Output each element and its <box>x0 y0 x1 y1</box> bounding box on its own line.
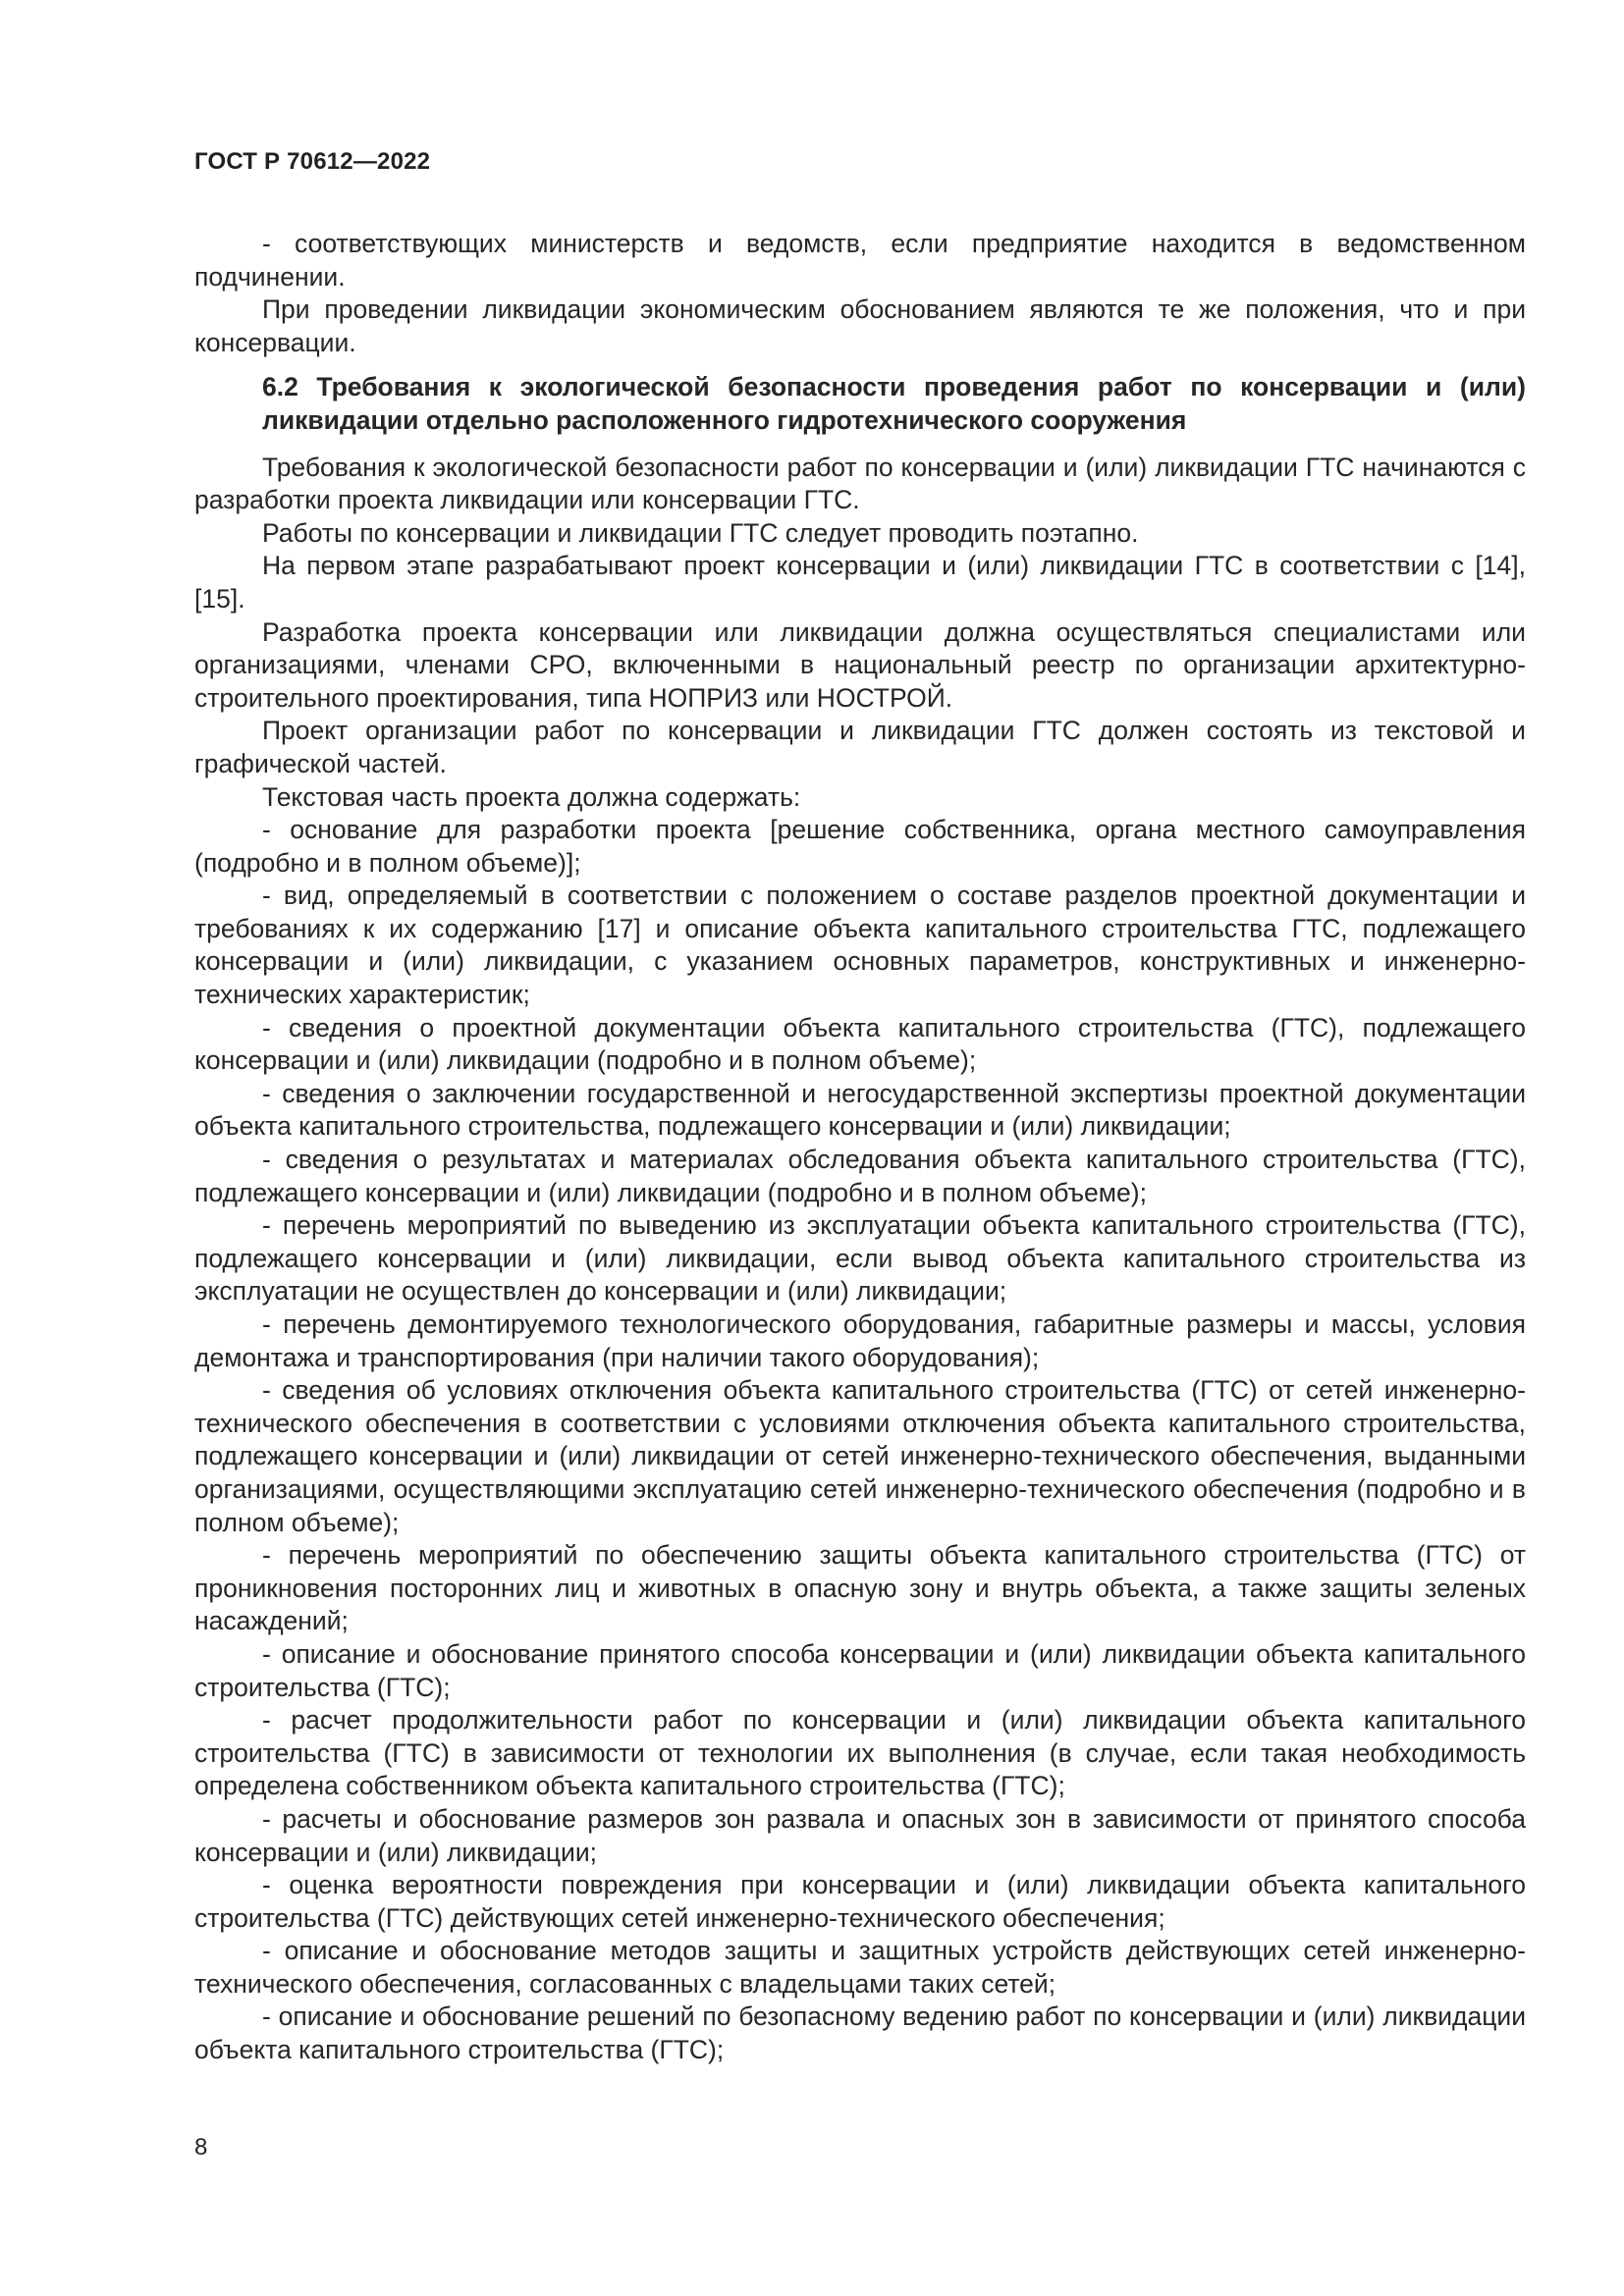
section-heading: 6.2 Требования к экологической безопасности проведения работ по консервации и (или) ликвидации отдельно расположенного гидротехнического сооружения <box>262 372 1526 435</box>
list-item: - перечень мероприятий по выведению из эксплуатации объекта капитального строительства (ГТС), подлежащего консервации и (или) ликвидации, если вывод объекта капитального строительства из эксплуатации не осуществлен до консервации и (или) ликвидации; <box>194 1210 1526 1307</box>
paragraph: - соответствующих министерств и ведомств, если предприятие находится в ведомственном подчинении. <box>194 229 1526 292</box>
page-number: 8 <box>194 2134 208 2161</box>
list-item: - сведения о заключении государственной и негосударственной экспертизы проектной документации объекта капитального строительства, подлежащего консервации и (или) ликвидации; <box>194 1078 1526 1142</box>
paragraph: Требования к экологической безопасности работ по консервации и (или) ликвидации ГТС начинаются с разработки проекта ликвидации или консервации ГТС. <box>194 452 1526 515</box>
document-code-header: ГОСТ Р 70612—2022 <box>194 148 431 175</box>
list-item: - вид, определяемый в соответствии с положением о составе разделов проектной документации и требованиях к их содержанию [17] и описание объекта капитального строительства ГТС, подлежащего консервации и (или) ликвидации, с указанием основных параметров, конструктивных и инженерно-технических характеристик; <box>194 881 1526 1010</box>
list-item: - оценка вероятности повреждения при консервации и (или) ликвидации объекта капитального строительства (ГТС) действующих сетей инженерно-технического обеспечения; <box>194 1870 1526 1933</box>
paragraph: На первом этапе разрабатывают проект консервации и (или) ликвидации ГТС в соответствии с [14], [15]. <box>194 551 1526 614</box>
paragraph: Текстовая часть проекта должна содержать: <box>262 781 801 812</box>
paragraph: При проведении ликвидации экономическим обоснованием являются те же положения, что и при консервации. <box>194 294 1526 357</box>
list-item: - сведения о проектной документации объекта капитального строительства (ГТС), подлежащего консервации и (или) ликвидации (подробно и в полном объеме); <box>194 1012 1526 1076</box>
paragraph: Разработка проекта консервации или ликвидации должна осуществляться специалистами или организациями, членами СРО, включенными в национальный реестр по организации архитектурно-строительного проектирования, типа НОПРИЗ или НОСТРОЙ. <box>194 616 1526 713</box>
list-item: - основание для разработки проекта [решение собственника, органа местного самоуправления (подробно и в полном объеме)]; <box>194 815 1526 878</box>
list-item: - перечень демонтируемого технологического оборудования, габаритные размеры и массы, условия демонтажа и транспортирования (при наличии такого оборудования); <box>194 1309 1526 1372</box>
paragraph: Работы по консервации и ликвидации ГТС следует проводить поэтапно. <box>262 517 1139 548</box>
list-item: - описание и обоснование решений по безопасному ведению работ по консервации и (или) ликвидации объекта капитального строительства (ГТС); <box>194 2002 1526 2065</box>
list-item: - перечень мероприятий по обеспечению защиты объекта капитального строительства (ГТС) от проникновения посторонних лиц и животных в опасную зону и внутрь объекта, а также защиты зеленых насаждений; <box>194 1540 1526 1636</box>
list-item: - описание и обоснование принятого способа консервации и (или) ликвидации объекта капитального строительства (ГТС); <box>194 1638 1526 1702</box>
paragraph: Проект организации работ по консервации и ликвидации ГТС должен состоять из текстовой и графической частей. <box>194 716 1526 778</box>
list-item: - расчет продолжительности работ по консервации и (или) ликвидации объекта капитального строительства (ГТС) в зависимости от технологии их выполнения (в случае, если такая необходимость определена собственником объекта капитального строительства (ГТС); <box>194 1705 1526 1801</box>
list-item: - сведения об условиях отключения объекта капитального строительства (ГТС) от сетей инженерно-технического обеспечения в соответствии с условиями отключения объекта капитального строительства, подлежащего консервации и (или) ликвидации от сетей инженерно-технического обеспечения, выданными организациями, осуществляющими эксплуатацию сетей инженерно-технического обеспечения (подробно и в полном объеме); <box>194 1375 1526 1537</box>
page-content <box>194 228 1526 2067</box>
list-item: - расчеты и обоснование размеров зон развала и опасных зон в зависимости от принятого способа консервации и (или) ликвидации; <box>194 1803 1526 1867</box>
list-item: - сведения о результатах и материалах обследования объекта капитального строительства (ГТС), подлежащего консервации и (или) ликвидации (подробно и в полном объеме); <box>194 1145 1526 1207</box>
list-item: - описание и обоснование методов защиты и защитных устройств действующих сетей инженерно-технического обеспечения, согласованных с владельцами таких сетей; <box>194 1936 1526 1999</box>
